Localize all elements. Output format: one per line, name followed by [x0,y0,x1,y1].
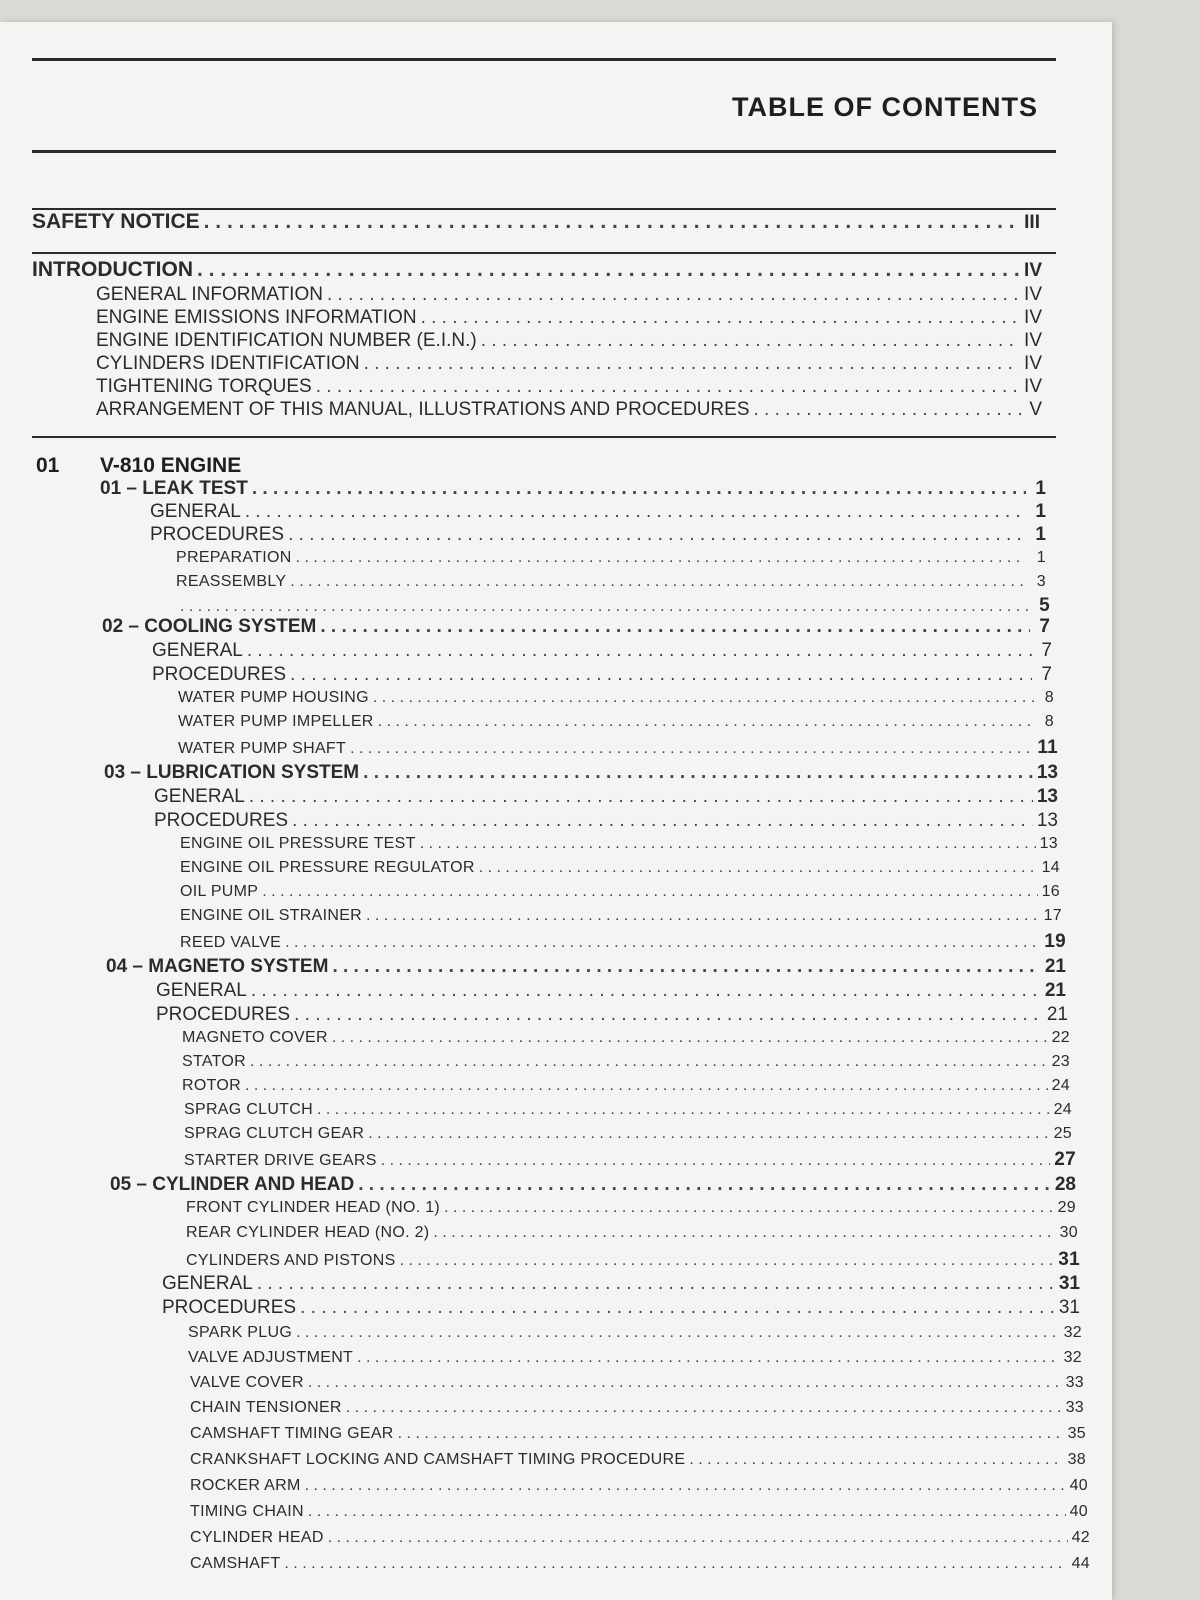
toc-entry-title: CYLINDERS IDENTIFICATION [96,353,360,374]
toc-entry-title: 02 – COOLING SYSTEM [102,616,317,637]
dot-leader [300,1297,1055,1319]
toc-entry-title: WATER PUMP SHAFT [178,740,347,757]
toc-entry[interactable] [184,1101,1072,1119]
dot-leader [358,1174,1051,1196]
toc-page-number: 42 [1071,1529,1090,1546]
dot-leader [378,713,1034,731]
toc-page-number: 7 [1041,664,1052,685]
dot-leader [420,835,1036,853]
toc-entry[interactable] [96,284,1042,306]
toc-page-number: 13 [1039,835,1058,852]
toc-entry[interactable] [184,1125,1072,1143]
toc-page-number: 8 [1044,689,1054,706]
dot-leader [346,1399,1062,1417]
toc-entry[interactable] [186,1249,1080,1271]
dot-leader [332,956,1040,978]
toc-entry[interactable] [96,307,1042,329]
dot-leader [444,1199,1054,1217]
toc-page-number: 28 [1054,1174,1076,1195]
toc-entry[interactable] [184,1149,1076,1171]
toc-entry[interactable] [182,1029,1070,1047]
toc-entry[interactable] [162,1273,1080,1295]
toc-entry[interactable] [96,399,1042,421]
toc-entry[interactable] [182,1053,1070,1071]
toc-entry-title: GENERAL [156,980,247,1001]
toc-entry[interactable] [190,1503,1088,1521]
dot-leader [245,1077,1048,1095]
toc-entry-title: WATER PUMP HOUSING [178,689,369,706]
manual-page [0,22,1112,1600]
dot-leader [249,786,1033,808]
toc-entry[interactable] [102,616,1050,638]
toc-page-number: 5 [1039,595,1050,616]
toc-entry-title: 03 – LUBRICATION SYSTEM [104,762,360,783]
toc-page-number: 16 [1041,883,1060,900]
toc-entry-title: TIMING CHAIN [190,1503,304,1520]
toc-entry-title: PROCEDURES [162,1297,297,1318]
toc-page-number: 19 [1044,931,1066,952]
dot-leader [400,1252,1055,1270]
toc-entry[interactable] [182,1077,1070,1095]
toc-entry-title: ENGINE EMISSIONS INFORMATION [96,307,417,328]
toc-entry[interactable] [180,907,1062,925]
toc-page-number: 33 [1065,1374,1084,1391]
toc-page-number: 38 [1067,1451,1086,1468]
dot-leader [305,1477,1066,1495]
toc-entry[interactable] [190,1451,1086,1469]
toc-entry[interactable] [180,835,1058,853]
toc-entry[interactable] [188,1349,1082,1367]
toc-page-number: 30 [1059,1224,1078,1241]
toc-entry-title: 05 – CYLINDER AND HEAD [110,1174,355,1195]
toc-entry[interactable] [190,1477,1088,1495]
toc-entry-title: PROCEDURES [154,810,289,831]
toc-page-number: 33 [1065,1399,1084,1416]
toc-entry-title: WATER PUMP IMPELLER [178,713,374,730]
toc-entry[interactable] [156,980,1066,1002]
toc-entry-title: PREPARATION [176,549,292,566]
dot-leader [250,1053,1048,1071]
dot-leader [327,284,1020,306]
page-title: TABLE OF CONTENTS [732,92,1038,122]
toc-entry-title: INTRODUCTION [32,258,193,281]
toc-page-number: 32 [1063,1349,1082,1366]
toc-entry[interactable] [190,1425,1086,1443]
toc-entry[interactable] [110,1174,1076,1196]
toc-entry-title: CYLINDERS AND PISTONS [186,1252,396,1269]
dot-leader [290,664,1032,686]
dot-leader [308,1374,1062,1392]
dot-leader [257,1273,1055,1295]
toc-entry-title: ENGINE OIL STRAINER [180,907,363,924]
dot-leader [366,907,1040,925]
toc-entry[interactable] [180,931,1066,953]
toc-entry-title: CAMSHAFT [190,1555,281,1572]
toc-entry-title: GENERAL [162,1273,253,1294]
dot-leader [398,1425,1064,1443]
toc-page-number: 40 [1069,1477,1088,1494]
toc-entry[interactable] [186,1199,1076,1217]
toc-entry[interactable] [176,595,1050,617]
section-rule [32,436,1056,438]
toc-page-number: 21 [1044,956,1066,977]
toc-entry[interactable] [32,210,1040,234]
toc-entry[interactable] [190,1374,1084,1392]
toc-page-number: 23 [1051,1053,1070,1070]
dot-leader [363,762,1033,784]
toc-entry-title: CAMSHAFT TIMING GEAR [190,1425,394,1442]
toc-entry[interactable] [106,956,1066,978]
toc-page-number: 8 [1044,713,1054,730]
toc-page-number: IV [1024,376,1042,397]
toc-page-number: 13 [1036,786,1058,807]
dot-leader [288,524,1026,546]
toc-entry[interactable] [152,640,1052,662]
toc-entry-title: ROTOR [182,1077,241,1094]
dot-leader [357,1349,1059,1367]
toc-page-number: 21 [1044,980,1066,1001]
toc-entry-title: ENGINE OIL PRESSURE TEST [180,835,416,852]
toc-page-number: 1 [1035,478,1046,499]
toc-entry-title: PROCEDURES [156,1004,291,1025]
dot-leader [481,330,1020,352]
toc-entry-title: TIGHTENING TORQUES [96,376,312,397]
toc-entry[interactable] [190,1555,1090,1573]
dot-leader [421,307,1020,329]
toc-entry-title: REAR CYLINDER HEAD (NO. 2) [186,1224,430,1241]
dot-leader [247,640,1032,662]
toc-page-number: 35 [1067,1425,1086,1442]
toc-entry[interactable] [178,713,1054,731]
dot-leader [689,1451,1063,1469]
toc-entry[interactable] [188,1324,1082,1342]
toc-entry-title: OIL PUMP [180,883,259,900]
toc-page-number: 29 [1057,1199,1076,1216]
toc-entry-title: SPRAG CLUTCH [184,1101,313,1118]
dot-leader [316,376,1020,398]
toc-page-number: 13 [1036,762,1058,783]
toc-entry-title: ENGINE IDENTIFICATION NUMBER (E.I.N.) [96,330,477,351]
toc-entry-title: GENERAL [152,640,243,661]
toc-page-number: 1 [1035,524,1046,545]
toc-entry[interactable] [190,1529,1090,1547]
toc-page-number: 24 [1053,1101,1072,1118]
toc-entry[interactable] [32,258,1042,282]
toc-page-number: 1 [1036,549,1046,566]
toc-page-number: 13 [1036,810,1058,831]
toc-entry[interactable] [190,1399,1084,1417]
toc-page-number: III [1024,212,1040,233]
toc-page-number: IV [1024,284,1042,305]
dot-leader [479,859,1038,877]
dot-leader [294,1004,1043,1026]
dot-leader [433,1224,1055,1242]
toc-entry-title: VALVE COVER [190,1374,304,1391]
dot-leader [328,1529,1068,1547]
toc-entry-title: GENERAL INFORMATION [96,284,323,305]
toc-page-number: IV [1024,330,1042,351]
toc-page-number: 17 [1043,907,1062,924]
dot-leader [251,980,1041,1002]
table-of-contents [0,22,1112,1600]
toc-entry-title: ENGINE OIL PRESSURE REGULATOR [180,859,475,876]
toc-entry[interactable] [104,762,1058,784]
dot-leader [245,501,1026,523]
toc-page-number: 1 [1035,501,1046,522]
toc-entry[interactable] [154,810,1058,832]
dot-leader [252,478,1026,500]
toc-entry[interactable] [156,1004,1068,1026]
dot-leader [308,1503,1066,1521]
toc-entry[interactable] [96,353,1042,375]
dot-leader [204,210,1020,234]
chapter-title: V-810 ENGINE [100,454,242,477]
toc-page-number: 44 [1071,1555,1090,1572]
toc-page-number: 11 [1037,737,1058,758]
toc-entry[interactable] [180,859,1060,877]
toc-page-number: 7 [1041,640,1052,661]
toc-page-number: 31 [1058,1249,1080,1270]
toc-entry[interactable] [176,573,1046,591]
toc-entry[interactable] [162,1297,1080,1319]
toc-entry-title: REED VALVE [180,934,282,951]
toc-entry-title: ROCKER ARM [190,1477,301,1494]
toc-entry[interactable] [96,330,1042,352]
toc-page-number: 27 [1054,1149,1076,1170]
toc-entry[interactable] [150,501,1046,523]
dot-leader [320,616,1030,638]
dot-leader [381,1152,1051,1170]
dot-leader [332,1029,1048,1047]
dot-leader [284,1555,1067,1573]
toc-page-number: 24 [1051,1077,1070,1094]
dot-leader [296,549,1026,567]
toc-entry-title: 04 – MAGNETO SYSTEM [106,956,329,977]
toc-entry-title: CYLINDER HEAD [190,1529,324,1546]
toc-entry-title: CRANKSHAFT LOCKING AND CAMSHAFT TIMING PROCEDURE [190,1451,686,1468]
toc-entry-title: STARTER DRIVE GEARS [184,1152,377,1169]
dot-leader [290,573,1026,591]
dot-leader [262,883,1037,901]
toc-entry-title: FRONT CYLINDER HEAD (NO. 1) [186,1199,441,1216]
toc-page-number: 31 [1058,1273,1080,1294]
toc-entry-title: GENERAL [150,501,241,522]
toc-page-number: 3 [1036,573,1046,590]
toc-page-number: 31 [1058,1297,1080,1318]
toc-entry[interactable] [180,883,1060,901]
chapter-heading[interactable] [36,454,241,478]
dot-leader [197,258,1020,282]
dot-leader [373,689,1034,707]
toc-entry-title: 01 – LEAK TEST [100,478,248,499]
toc-entry-title: CHAIN TENSIONER [190,1399,342,1416]
toc-entry-title: GENERAL [154,786,245,807]
toc-page-number: IV [1024,307,1042,328]
toc-page-number: 25 [1053,1125,1072,1142]
toc-entry[interactable] [178,737,1058,759]
toc-entry[interactable] [152,664,1052,686]
chapter-number: 01 [36,454,60,477]
toc-entry[interactable] [100,478,1046,500]
dot-leader [180,598,1030,616]
toc-entry-title: VALVE ADJUSTMENT [188,1349,354,1366]
toc-page-number: 14 [1041,859,1060,876]
dot-leader [364,353,1020,375]
toc-entry-title: PROCEDURES [150,524,285,545]
toc-entry[interactable] [150,524,1046,546]
toc-page-number: 7 [1039,616,1050,637]
dot-leader [368,1125,1049,1143]
dot-leader [292,810,1033,832]
toc-entry[interactable] [178,689,1054,707]
toc-entry-title: STATOR [182,1053,247,1070]
toc-page-number: 21 [1046,1004,1068,1025]
toc-entry-title: PROCEDURES [152,664,287,685]
toc-entry[interactable] [176,549,1046,567]
toc-entry-title: MAGNETO COVER [182,1029,328,1046]
toc-entry-title: REASSEMBLY [176,573,287,590]
toc-entry[interactable] [96,376,1042,398]
toc-page-number: 32 [1063,1324,1082,1341]
section-rule [32,252,1056,254]
dot-leader [754,399,1023,421]
toc-entry-title: SPRAG CLUTCH GEAR [184,1125,365,1142]
toc-entry[interactable] [186,1224,1078,1242]
toc-entry[interactable] [154,786,1058,808]
toc-page-number: 40 [1069,1503,1088,1520]
toc-entry-title: SAFETY NOTICE [32,210,200,233]
dot-leader [317,1101,1050,1119]
toc-page-number: 22 [1051,1029,1070,1046]
dot-leader [296,1324,1060,1342]
toc-entry-title: ARRANGEMENT OF THIS MANUAL, ILLUSTRATIONS AND PROCEDURES [96,399,750,420]
toc-page-number: V [1029,399,1042,420]
dot-leader [350,740,1033,758]
toc-entry-title: SPARK PLUG [188,1324,293,1341]
toc-page-number: IV [1024,260,1042,281]
toc-page-number: IV [1024,353,1042,374]
dot-leader [285,934,1040,952]
